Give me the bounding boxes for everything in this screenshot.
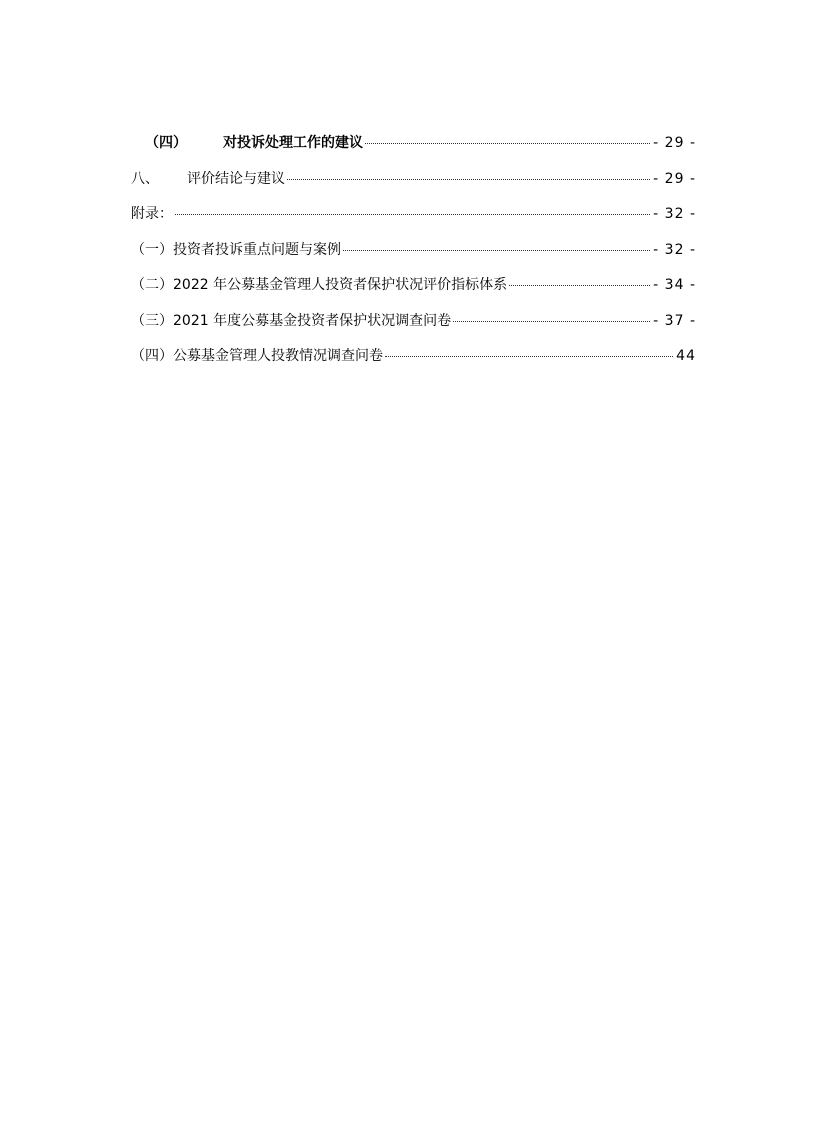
toc-entry-title: 对投诉处理工作的建议 [223, 135, 363, 151]
toc-entry-label [131, 270, 507, 300]
toc-entry[interactable] [131, 306, 696, 342]
toc-page-number: - 29 - [653, 170, 696, 187]
toc-page-number: - 37 - [653, 312, 696, 329]
toc-dot-leader [509, 285, 650, 286]
toc-dot-leader [287, 179, 650, 180]
toc-entry-label [131, 164, 285, 194]
table-of-contents [131, 128, 696, 377]
toc-dot-leader [343, 250, 650, 251]
toc-entry-title: （三）2021 年度公募基金投资者保护状况调查问卷 [131, 312, 452, 329]
toc-entry-number: （四） [145, 135, 187, 151]
toc-page-number: - 32 - [653, 206, 696, 222]
toc-dot-leader [453, 321, 650, 322]
toc-dot-leader [385, 356, 673, 357]
toc-entry-label [131, 199, 173, 229]
toc-entry[interactable] [131, 235, 696, 271]
toc-entry-label [131, 306, 451, 336]
toc-dot-leader [175, 214, 650, 215]
toc-entry[interactable] [131, 199, 696, 235]
toc-entry-title: 评价结论与建议 [187, 170, 285, 187]
toc-entry-label [131, 235, 341, 265]
toc-entry-title: （一）投资者投诉重点问题与案例 [131, 241, 341, 258]
toc-entry-title: （二）2022 年公募基金管理人投资者保护状况评价指标体系 [131, 277, 508, 293]
toc-entry[interactable] [131, 341, 696, 377]
toc-entry[interactable] [131, 270, 696, 306]
toc-entry-label [145, 128, 363, 158]
toc-entry[interactable] [131, 128, 696, 164]
toc-entry[interactable] [131, 164, 696, 200]
toc-entry-number: 八、 [131, 170, 159, 187]
toc-page-number: - 29 - [653, 135, 696, 151]
toc-entry-label [131, 341, 383, 371]
toc-entry-title: （四）公募基金管理人投教情况调查问卷 [131, 348, 383, 364]
toc-page-number: - 34 - [653, 277, 696, 293]
toc-dot-leader [365, 143, 650, 144]
toc-entry-title: 附录： [131, 206, 173, 222]
toc-page-number: 44 [676, 348, 696, 364]
toc-page-number: - 32 - [653, 241, 696, 258]
